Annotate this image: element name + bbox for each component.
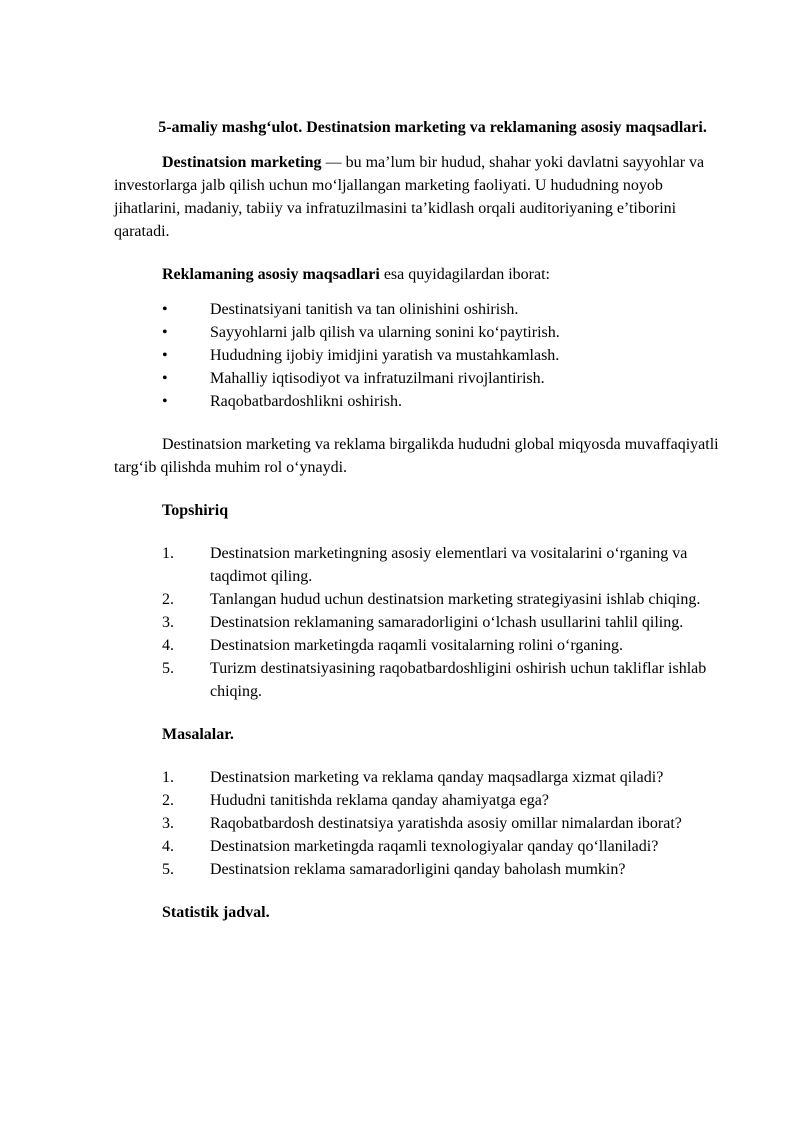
list-item	[162, 542, 731, 588]
goals-intro	[114, 263, 731, 286]
spacer	[114, 703, 731, 723]
list-item	[162, 766, 731, 789]
list-item	[162, 611, 731, 634]
problems-list	[114, 766, 731, 881]
item-number: 3.	[162, 614, 174, 631]
list-item-text: Sayyohlarni jalb qilish va ularning sonini ko‘paytirish.	[210, 324, 560, 341]
goals-list	[114, 298, 731, 413]
list-item-text: Destinatsiyani tanitish va tan olinishini oshirish.	[210, 301, 519, 318]
bullet-icon: •	[162, 301, 168, 318]
list-item	[162, 812, 731, 835]
spacer	[114, 139, 731, 151]
list-item	[162, 858, 731, 881]
goals-lead: esa quyidagilardan iborat:	[379, 266, 550, 283]
spacer	[114, 746, 731, 766]
list-item-text: Mahalliy iqtisodiyot va infratuzilmani rivojlantirish.	[210, 370, 545, 387]
list-item	[162, 390, 731, 413]
intro-definition: — bu ma’lum bir hudud, shahar yoki davlatni sayyohlar va investorlarga jalb qilish uchun mo‘ljallangan marketing faoliyati. U hududning noyob jihatlarini, madaniy, tabiiy va infratuzilmasini ta’kidlash orqali auditoriyaning e’tiborini qaratadi.	[114, 154, 705, 240]
list-item	[162, 321, 731, 344]
item-number: 5.	[162, 861, 174, 878]
page-title: 5-amaliy mashg‘ulot. Destinatsion marketing va reklamaning asosiy maqsadlari.	[158, 119, 707, 136]
spacer	[114, 522, 731, 542]
bullet-icon: •	[162, 347, 168, 364]
spacer	[114, 413, 731, 433]
bullet-icon: •	[162, 324, 168, 341]
list-item-text: Raqobatbardoshlikni oshirish.	[210, 393, 402, 410]
list-item-text: Hududni tanitishda reklama qanday ahamiyatga ega?	[210, 792, 549, 809]
intro-term: Destinatsion marketing	[162, 154, 322, 171]
list-item	[162, 367, 731, 390]
item-number: 1.	[162, 769, 174, 786]
list-item-text: Destinatsion marketingda raqamli texnologiyalar qanday qo‘llaniladi?	[210, 838, 659, 855]
spacer	[114, 881, 731, 901]
item-number: 5.	[162, 660, 174, 677]
list-item	[162, 835, 731, 858]
list-item-text: Destinatsion marketingda raqamli vositalarning rolini o‘rganing.	[210, 637, 623, 654]
item-number: 2.	[162, 792, 174, 809]
summary-paragraph: Destinatsion marketing va reklama birgalikda hududni global miqyosda muvaffaqiyatli targ‘ib qilishda muhim rol o‘ynaydi.	[114, 436, 719, 476]
list-item	[162, 588, 731, 611]
list-item-text: Tanlangan hudud uchun destinatsion marketing strategiyasini ishlab chiqing.	[210, 591, 701, 608]
item-number: 2.	[162, 591, 174, 608]
list-item-text: Raqobatbardosh destinatsiya yaratishda asosiy omillar nimalardan iborat?	[210, 815, 682, 832]
list-item	[162, 634, 731, 657]
item-number: 3.	[162, 815, 174, 832]
problems-heading: Masalalar.	[162, 726, 234, 743]
spacer	[114, 243, 731, 263]
list-item-text: Destinatsion marketing va reklama qanday maqsadlarga xizmat qiladi?	[210, 769, 664, 786]
bullet-icon: •	[162, 370, 168, 387]
goals-term: Reklamaning asosiy maqsadlari	[162, 266, 380, 283]
spacer	[114, 479, 731, 499]
bullet-icon: •	[162, 393, 168, 410]
list-item-text: Turizm destinatsiyasining raqobatbardoshligini oshirish uchun takliflar ishlab chiqing.	[210, 660, 707, 700]
list-item	[162, 298, 731, 321]
list-item-text: Destinatsion reklamaning samaradorligini o‘lchash usullarini tahlil qiling.	[210, 614, 684, 631]
list-item-text: Destinatsion marketingning asosiy elementlari va vositalarini o‘rganing va taqdimot qiling.	[210, 545, 688, 585]
list-item	[162, 789, 731, 812]
item-number: 4.	[162, 838, 174, 855]
item-number: 4.	[162, 637, 174, 654]
list-item-text: Destinatsion reklama samaradorligini qanday baholash mumkin?	[210, 861, 626, 878]
list-item	[162, 657, 731, 703]
intro-paragraph	[114, 151, 731, 243]
table-heading: Statistik jadval.	[162, 904, 270, 921]
list-item	[162, 344, 731, 367]
list-item-text: Hududning ijobiy imidjini yaratish va mustahkamlash.	[210, 347, 560, 364]
task-list	[114, 542, 731, 703]
spacer	[114, 286, 731, 298]
task-heading: Topshiriq	[162, 502, 229, 519]
item-number: 1.	[162, 545, 174, 562]
